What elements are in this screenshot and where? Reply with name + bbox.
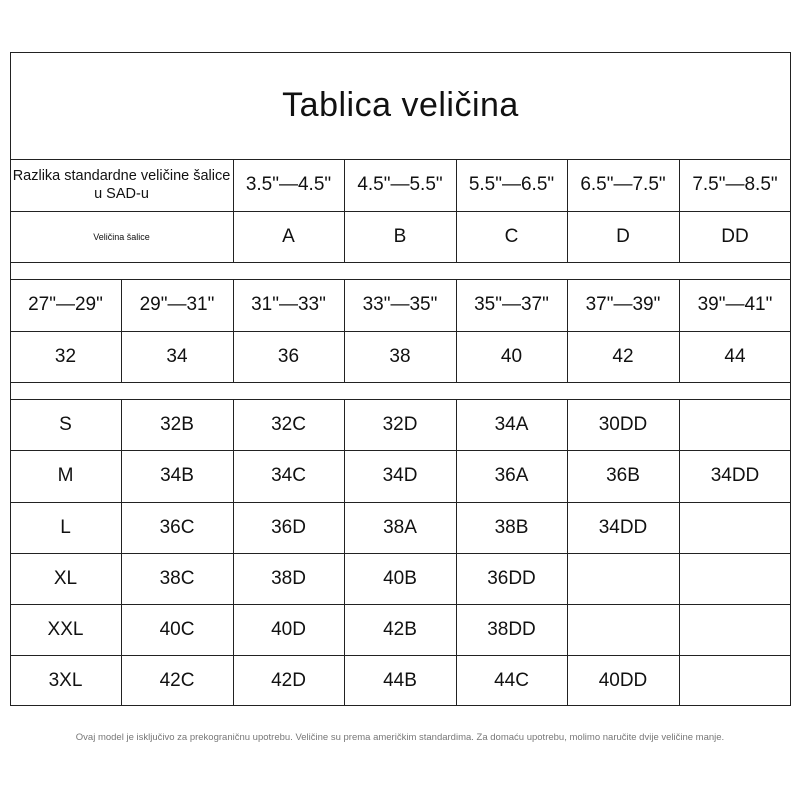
size-conversion-cell: 36D <box>271 516 306 538</box>
cup-size-cell: B <box>393 225 407 247</box>
band-range-cell: 31"—33" <box>251 294 326 315</box>
size-conversion-cell: 36DD <box>487 567 536 589</box>
size-conversion-cell <box>679 553 791 604</box>
size-conversion-cell <box>679 604 791 655</box>
size-conversion-cell: 38D <box>271 567 306 589</box>
size-conversion-cell <box>567 553 679 604</box>
size-conversion-cell: 38DD <box>487 618 536 640</box>
size-conversion-cell: 32C <box>271 413 306 435</box>
cup-difference-cell: 6.5"—7.5" <box>580 174 666 195</box>
size-conversion-cell <box>679 655 791 706</box>
size-conversion-cell: 34DD <box>598 516 648 538</box>
size-conversion-cell: 40B <box>383 567 417 589</box>
cup-difference-cell: 7.5"—8.5" <box>692 174 778 195</box>
band-range-cell: 37"—39" <box>585 294 661 315</box>
band-size-cell: 40 <box>500 345 523 367</box>
size-conversion-cell: 34D <box>382 465 418 486</box>
cup-difference-label: Razlika standardne veličine šalice u SAD-u <box>12 168 231 202</box>
row-divider <box>10 262 791 263</box>
size-conversion-cell: 42B <box>383 618 417 640</box>
size-conversion-cell: 38C <box>159 567 195 589</box>
band-range-cell: 35"—37" <box>474 294 549 315</box>
band-size-cell: 44 <box>724 345 746 367</box>
band-size-cell: 34 <box>166 345 188 367</box>
cup-size-label: Veličina šalice <box>93 231 150 242</box>
cup-difference-cell: 4.5"—5.5" <box>357 174 443 195</box>
size-conversion-cell: 42D <box>271 669 306 691</box>
size-conversion-cell: 30DD <box>598 413 648 435</box>
letter-size-cell: XXL <box>47 618 84 640</box>
size-conversion-cell: 34B <box>160 465 194 486</box>
size-conversion-cell: 42C <box>159 669 195 691</box>
size-conversion-cell: 40DD <box>598 669 648 691</box>
band-range-cell: 27"—29" <box>28 294 103 315</box>
cup-difference-cell: 5.5"—6.5" <box>468 174 555 195</box>
band-size-cell: 38 <box>389 345 411 367</box>
letter-size-cell: L <box>60 516 71 538</box>
size-conversion-cell <box>679 502 791 553</box>
size-conversion-cell: 40C <box>159 618 195 640</box>
letter-size-cell: 3XL <box>48 669 83 691</box>
size-conversion-cell: 36B <box>606 465 640 486</box>
letter-size-cell: S <box>59 413 72 435</box>
size-conversion-cell: 34DD <box>710 465 760 486</box>
size-conversion-cell: 34C <box>271 465 306 486</box>
band-range-cell: 33"—35" <box>362 294 438 315</box>
band-range-cell: 39"—41" <box>697 294 773 315</box>
band-range-cell: 29"—31" <box>139 294 215 315</box>
size-conversion-cell: 34A <box>494 413 529 435</box>
row-divider <box>10 382 791 383</box>
size-conversion-cell: 32B <box>160 413 194 435</box>
page-title: Tablica veličina <box>282 86 519 124</box>
size-conversion-cell: 38A <box>383 516 417 538</box>
size-conversion-cell: 36C <box>159 516 195 538</box>
size-conversion-cell <box>679 399 791 450</box>
cup-size-cell: D <box>616 225 630 247</box>
size-conversion-cell: 32D <box>382 413 418 435</box>
size-conversion-cell: 38B <box>494 516 529 538</box>
cup-size-cell: A <box>282 225 295 247</box>
band-size-cell: 32 <box>54 345 77 367</box>
size-conversion-cell: 36A <box>494 465 529 486</box>
letter-size-cell: M <box>57 465 74 486</box>
cup-size-cell: DD <box>721 225 749 247</box>
size-conversion-cell <box>567 604 679 655</box>
cup-size-cell: C <box>504 225 519 247</box>
letter-size-cell: XL <box>53 567 78 589</box>
size-conversion-cell: 40D <box>271 618 306 640</box>
cup-difference-cell: 3.5"—4.5" <box>245 174 332 195</box>
band-size-cell: 42 <box>612 345 634 367</box>
size-conversion-cell: 44B <box>383 669 417 691</box>
footnote: Ovaj model je isključivo za prekograničnu upotrebu. Veličine su prema američkim standardima. Za domaću upotrebu, molimo naručite dvije veličine manje. <box>75 732 725 743</box>
size-conversion-cell: 44C <box>494 669 529 691</box>
band-size-cell: 36 <box>277 345 300 367</box>
